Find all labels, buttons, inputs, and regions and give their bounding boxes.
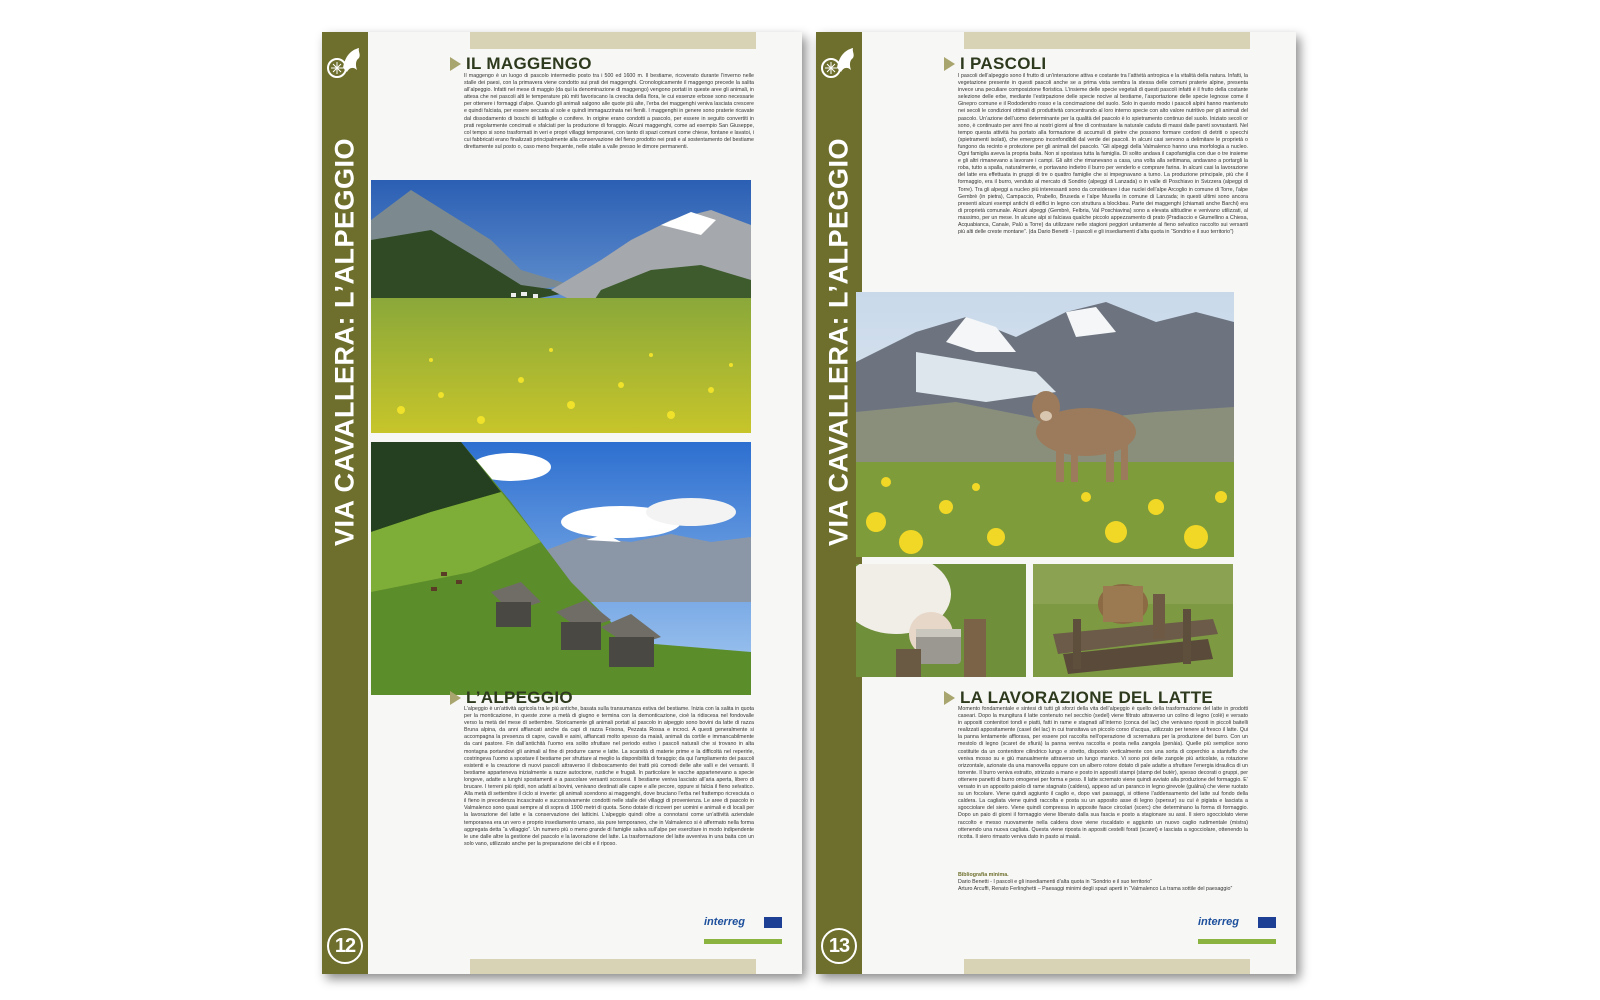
panel-number: 12: [327, 928, 363, 964]
panel-13: [816, 32, 1296, 974]
meadow-valley-photo: [371, 180, 751, 433]
triangle-bullet-icon: [450, 691, 461, 705]
interreg-logo-text: interreg: [1198, 916, 1239, 928]
butter-churn-photo: [1033, 564, 1233, 677]
section-title-alpeggio: [450, 688, 573, 708]
bottom-accent-bar: [964, 959, 1250, 974]
section-title-text: I PASCOLI: [960, 54, 1047, 73]
triangle-bullet-icon: [944, 691, 955, 705]
bibliography-entry: Dario Benetti - I pascoli e gli insediamenti d’alta quota in “Sondrio e il suo territorio”: [958, 879, 1153, 886]
milking-photo: [856, 564, 1026, 677]
eu-flag-icon: [1258, 917, 1276, 928]
interreg-logo: [704, 916, 782, 944]
section-title-pascoli: [944, 54, 1046, 74]
pascoli-text: I pascoli dell’alpeggio sono il frutto di un’interazione attiva e costante tra l’attività antropica e la vitalità della natura. Infatti, la vegetazione presente in questi pascoli anche se a prima vista sembra la stessa delle comuni praterie alpine, presenta invece una peculiare composizione floristica. L’insieme delle specie vegetali di questi pascoli infatti è il frutto della costante selezione delle erbe, mediante l’estirpazione delle specie nocive al bestiame, l’asportazione delle specie legnose come il Ginepro comune e il Rododendro rosso e la concimazione del suolo. Solo in questo modo i pascoli alpini hanno mantenuto nei secoli le condizioni ottimali di produttività concentrando al loro interno specie con alto valore nutritivo per gli animali del pascolo. Un’azione dell’uomo determinante per la qualità del pascolo è lo spietramento continuo del suolo. Iniziato secoli or sono, è continuato per anni fino ai nostri giorni al fine di contrastare la naturale caduta di massi dalle pareti sovrastanti. Nel tempo questa attività ha portato alla formazione di accumuli di pietre che possono formare cordoni di detriti o specchi (spietramenti isolati), che emergono inconfondibili dal verde dei pascoli. In alcuni casi servono a delimitare le proprietà o fungono da recinto e protezione per gli animali del pascolo. “Gli alpeggi della Valmalenco hanno una morfologia a nucleo. Ogni famiglia aveva la propria baita. Non si spostava tutta la famiglia. Di solito andava il capofamiglia con due o tre insieme e gli altri rimanevano a lavorare i campi. Gli altri che rimanevano a casa, una volta alla settimana, andavano a portargli la roba, tutto a spalla, naturalmente, e portavano indietro il burro per venderlo e comprare farina. In alcuni casi la lavorazione del latte era effettuata in gruppi di tre o quattro famiglie che si impegnavano a turno. La produzione principale, più che il formaggio, era il burro, venduto al mercato di Sondrio (alpeggi di Lanzada) o in valle di Poschiavo in Svizzera (alpeggi di Torre). Tra gli alpeggi a nucleo più interessanti sono da considerare i due nuclei dell’alpe Arcoglio in comune di Torre, l’alpe Gembrè (in pietra), Campaccio, Prabello, Bruseda e l’alpe Musella in comune di Lanzada; in questi ultimi sono ancora presenti alcuni esempi antichi di edifici in legno con struttura a blockbau. Parte dei maggenghi (chiamati anche Barchi) era di proprietà comunale. Alcuni alpeggi (Gembrè, Felbria, Val Poschiavina) sono a elevata altitudine e venivano utilizzati, al massimo, per un mese. In alcune alpi si falciava qualche piccolo appezzamento di prato (Pradiaccio e Giumellino a Chiesa, Acquabianca, Canale, Palù a Torre) da utilizzare nelle stagioni peggiori unitamente al fieno selvatico raccolto sui versanti più alti delle creste montane”. (da Dario Benetti - I pascoli e gli insediamenti d’alta quota in “Sondrio e il suo territorio”): [958, 73, 1248, 236]
interreg-logo: [1198, 916, 1276, 944]
bibliography-title: Bibliografia minima.: [958, 872, 1009, 878]
section-title-maggengo: [450, 54, 592, 74]
section-title-text: IL MAGGENGO: [466, 54, 592, 73]
top-accent-bar: [470, 32, 756, 49]
horse-logo-icon: [325, 42, 365, 86]
alpeggio-text: L’alpeggio è un’attività agricola tra le più antiche, basata sulla transumanza estiva del bestiame. Inizia con la salita in quota per la monticazione, in queste zone a metà di giugno e termina con la demonticazione, cioè la ridiscesa nel fondovalle verso la metà del mese di settembre. Storicamente gli animali portati al pascolo in alpeggio sono bovini da latte di razza Bruna alpina, da anni affiancati anche da capi di razza Frisona, Pezzata Rossa e incroci. A questi generalmente si accompagna la presenza di capre, cavalli e asini, affiancati molto spesso da maiali, animali da cortile e immancabilmente da cani pastore. Fin dall’antichità l’uomo era solito sfruttare nel periodo estivo i pascoli naturali che si trovano in alta montagna portandovi gli animali al fine di produrre carne e latte. La scarsità di materie prime e la difficoltà nel reperirle, costringeva l’uomo a spostare il bestiame per sfruttare al meglio la disponibilità di foraggio; da qui l’ampliamento dei pascoli esistenti e la creazione di nuovi pascoli attraverso il disboscamento dei tratti più comodi delle alte valli e dei versanti. Il bestiame apparteneva inizialmente a razze autoctone, rustiche e frugali. In particolare le vacche appartenevano a specie longeve, adatte a lunghi spostamenti e a pascolare versanti scoscesi. Il bestiame veniva lasciato all’aria aperta, libero di brucare. I terreni più ripidi, non adatti ai bovini, venivano destinati alle capre e alle pecore, oppure si falcia il fieno selvatico. Alla metà di settembre il ciclo si inverte: gli animali scendono ai maggenghi, dove bruciano l’erba nel frattempo ricresciuta o il fieno in precedenza incascinato e successivamente condotti nelle stalle dei villaggi di provenienza. Le aree di pascolo in Valmalenco sono quasi sempre al di sopra di 1900 metri di quota. Sono dotate di ricoveri per uomini e animali e di locali per la lavorazione del latte e la conservazione dei latticini. L’alpeggio quindi oltre a connotarsi come un’attività aziendale temporanea era un vero e proprio insediamento umano, sia pure temporaneo, che in Valmalenco si è affermato nella forma aggregata detta “a villaggio”. Un numero più o meno grande di famiglie saliva sull’alpe per esercitare in modo indipendente le une dalle altre la gestione del pascolo e la lavorazione del latte. La trasformazione del latte avveniva in una baita con un solo vano, utilizzato anche per la preparazione dei cibi e il riposo.: [464, 706, 754, 847]
lavorazione-text: Momento fondamentale e sintesi di tutti gli sforzi della vita dell’alpeggio è quello della trasformazione del latte in prodotti caseari. Dopo la mungitura il latte contenuto nel secchio (sedel) viene filtrato attraverso un colino di legno (colè) e versato in appositi contenitori tondi e piatti, fatti in rame e stagnati all’interno (conca del lac) che venivano riposti in piccoli baitelli realizzati appositamente (casel del lac) in cui transitava un piccolo corso d’acqua, utilizzato per tenere al fresco il latte. Qui la panna lentamente affiorava, per essere poi raccolta nell’operazione di scrematura per la produzione del burro. Con un mestolo di legno (scaret de sfiurà) la panna veniva raccolta e posta nella zangola (penàia). Quelle più semplice sono costituite da un contenitore cilindrico lungo e stretto, disposto verticalmente con una sorta di coperchio a stantuffo che veniva mosso su e giù manualmente attraverso un lungo manico. Vi sono poi delle zangole più articolate, a rotazione orizzontale, azionate da una manovella oppure con un albero rotore dotato di pale adatte a sfruttare l’energia idraulica di un torrente. Il burro veniva estratto, strizzato a mano e posto in appositi stampi (stamp del butér), spesso decorati o gruppi, per ottenere panetti di burro omogenei per forma e peso. Il latte scremato viene quindi avviato alla produzione del formaggio. E’ versato in un apposito paiolo di rame stagnato (caldera), appeso ad un paranco in legno girevole (guàlna) che viene ruotato su un focolare. Viene quindi aggiunto il caglio e, dopo vari passaggi, si ottiene l’addensamento del latte sul fondo della caldera. La cagliata viene quindi raccolta e posta su un apposito asse di legno (spersur) su cui è pigiata e lasciata a sgocciolare del siero. Viene quindi compressa in apposite fasce circolari (scerc) che determinano la forma di formaggio. Dopo un paio di giorni il formaggio viene liberato dalla sua fascia e posto a stagionare su assi. Il siero sgocciolato viene raccolto e messo nuovamente nella caldera dove viene riscaldato e aggiunto un nuovo caglio rudimentale (mistra) ottenendo una nuova cagliata. Questa viene riposta in appositi cestelli forati (scaret) e lasciata a sgocciolare, ottenendo la ricotta. Il siero rimasto veniva dato in pasto ai maiali.: [958, 706, 1248, 840]
section-title-text: LA LAVORAZIONE DEL LATTE: [960, 688, 1214, 707]
section-title-text: L’ALPEGGIO: [466, 688, 573, 707]
side-band: [322, 32, 368, 974]
bibliography: [958, 872, 1248, 902]
bibliography-entry: Arturo Arcuffi, Renato Ferlinghetti – Paesaggi minimi degli spazi aperti in “Valmalenco La trama sottile del paesaggio”: [958, 886, 1233, 893]
alpine-huts-photo: [371, 442, 751, 695]
triangle-bullet-icon: [944, 57, 955, 71]
section-title-lavorazione: [944, 688, 1213, 708]
eu-flag-icon: [764, 917, 782, 928]
top-accent-bar: [964, 32, 1250, 49]
band-title: VIA CAVALLERA: L’ALPEGGIO: [823, 137, 854, 547]
triangle-bullet-icon: [450, 57, 461, 71]
horse-logo-icon: [819, 42, 859, 86]
maggengo-text: Il maggengo è un luogo di pascolo intermedio posto tra i 500 ed 1600 m. Il bestiame, ricoverato durante l’inverno nelle stalle dei paesi, con la primavera viene condotto sui prati dei maggenghi. Cronologicamente il maggengo precede la salita all’alpeggio. Infatti nel mese di maggio (da qui la denominazione di maggengo) vengono portati in queste aree gli animali, in attesa che nei pascoli alti le temperature più miti favoriscano la crescita della flora, le cui essenze erbose sono necessarie per ottenere i formaggi d’alpe. Quando gli animali salgono alle quote più alte, l’erba dei maggenghi veniva lasciata crescere e quindi falciata, per essere seccata al sole e quindi immagazzinata nei fienili. I maggenghi in genere sono praterie ricavate dal dissodamento di boschi di latifoglie o conifere. In origine erano condotti a pascolo, per essere in seguito convertiti in prati regolarmente concimati e sfalciati per la produzione di foraggio. Alcuni maggenghi, come ad esempio San Giuseppe, col tempo si sono trasformati in veri e propri villaggi temporanei, con tanto di spazi comuni come chiese, fontane e lavatoi, i cui fabbricati erano finalizzati principalmente alla conservazione del fieno prodotto nei prati e al sostentamento del bestiame direttamente sul posto o, caso meno frequente, nelle stalle a valle presso le dimore permanenti.: [464, 73, 754, 150]
bottom-accent-bar: [470, 959, 756, 974]
logo-green-strip: [1198, 939, 1276, 944]
panel-number: 13: [821, 928, 857, 964]
panel-12: [322, 32, 802, 974]
interreg-logo-text: interreg: [704, 916, 745, 928]
band-title: VIA CAVALLERA: L’ALPEGGIO: [329, 137, 360, 547]
logo-green-strip: [704, 939, 782, 944]
cow-pasture-photo: [856, 292, 1234, 557]
